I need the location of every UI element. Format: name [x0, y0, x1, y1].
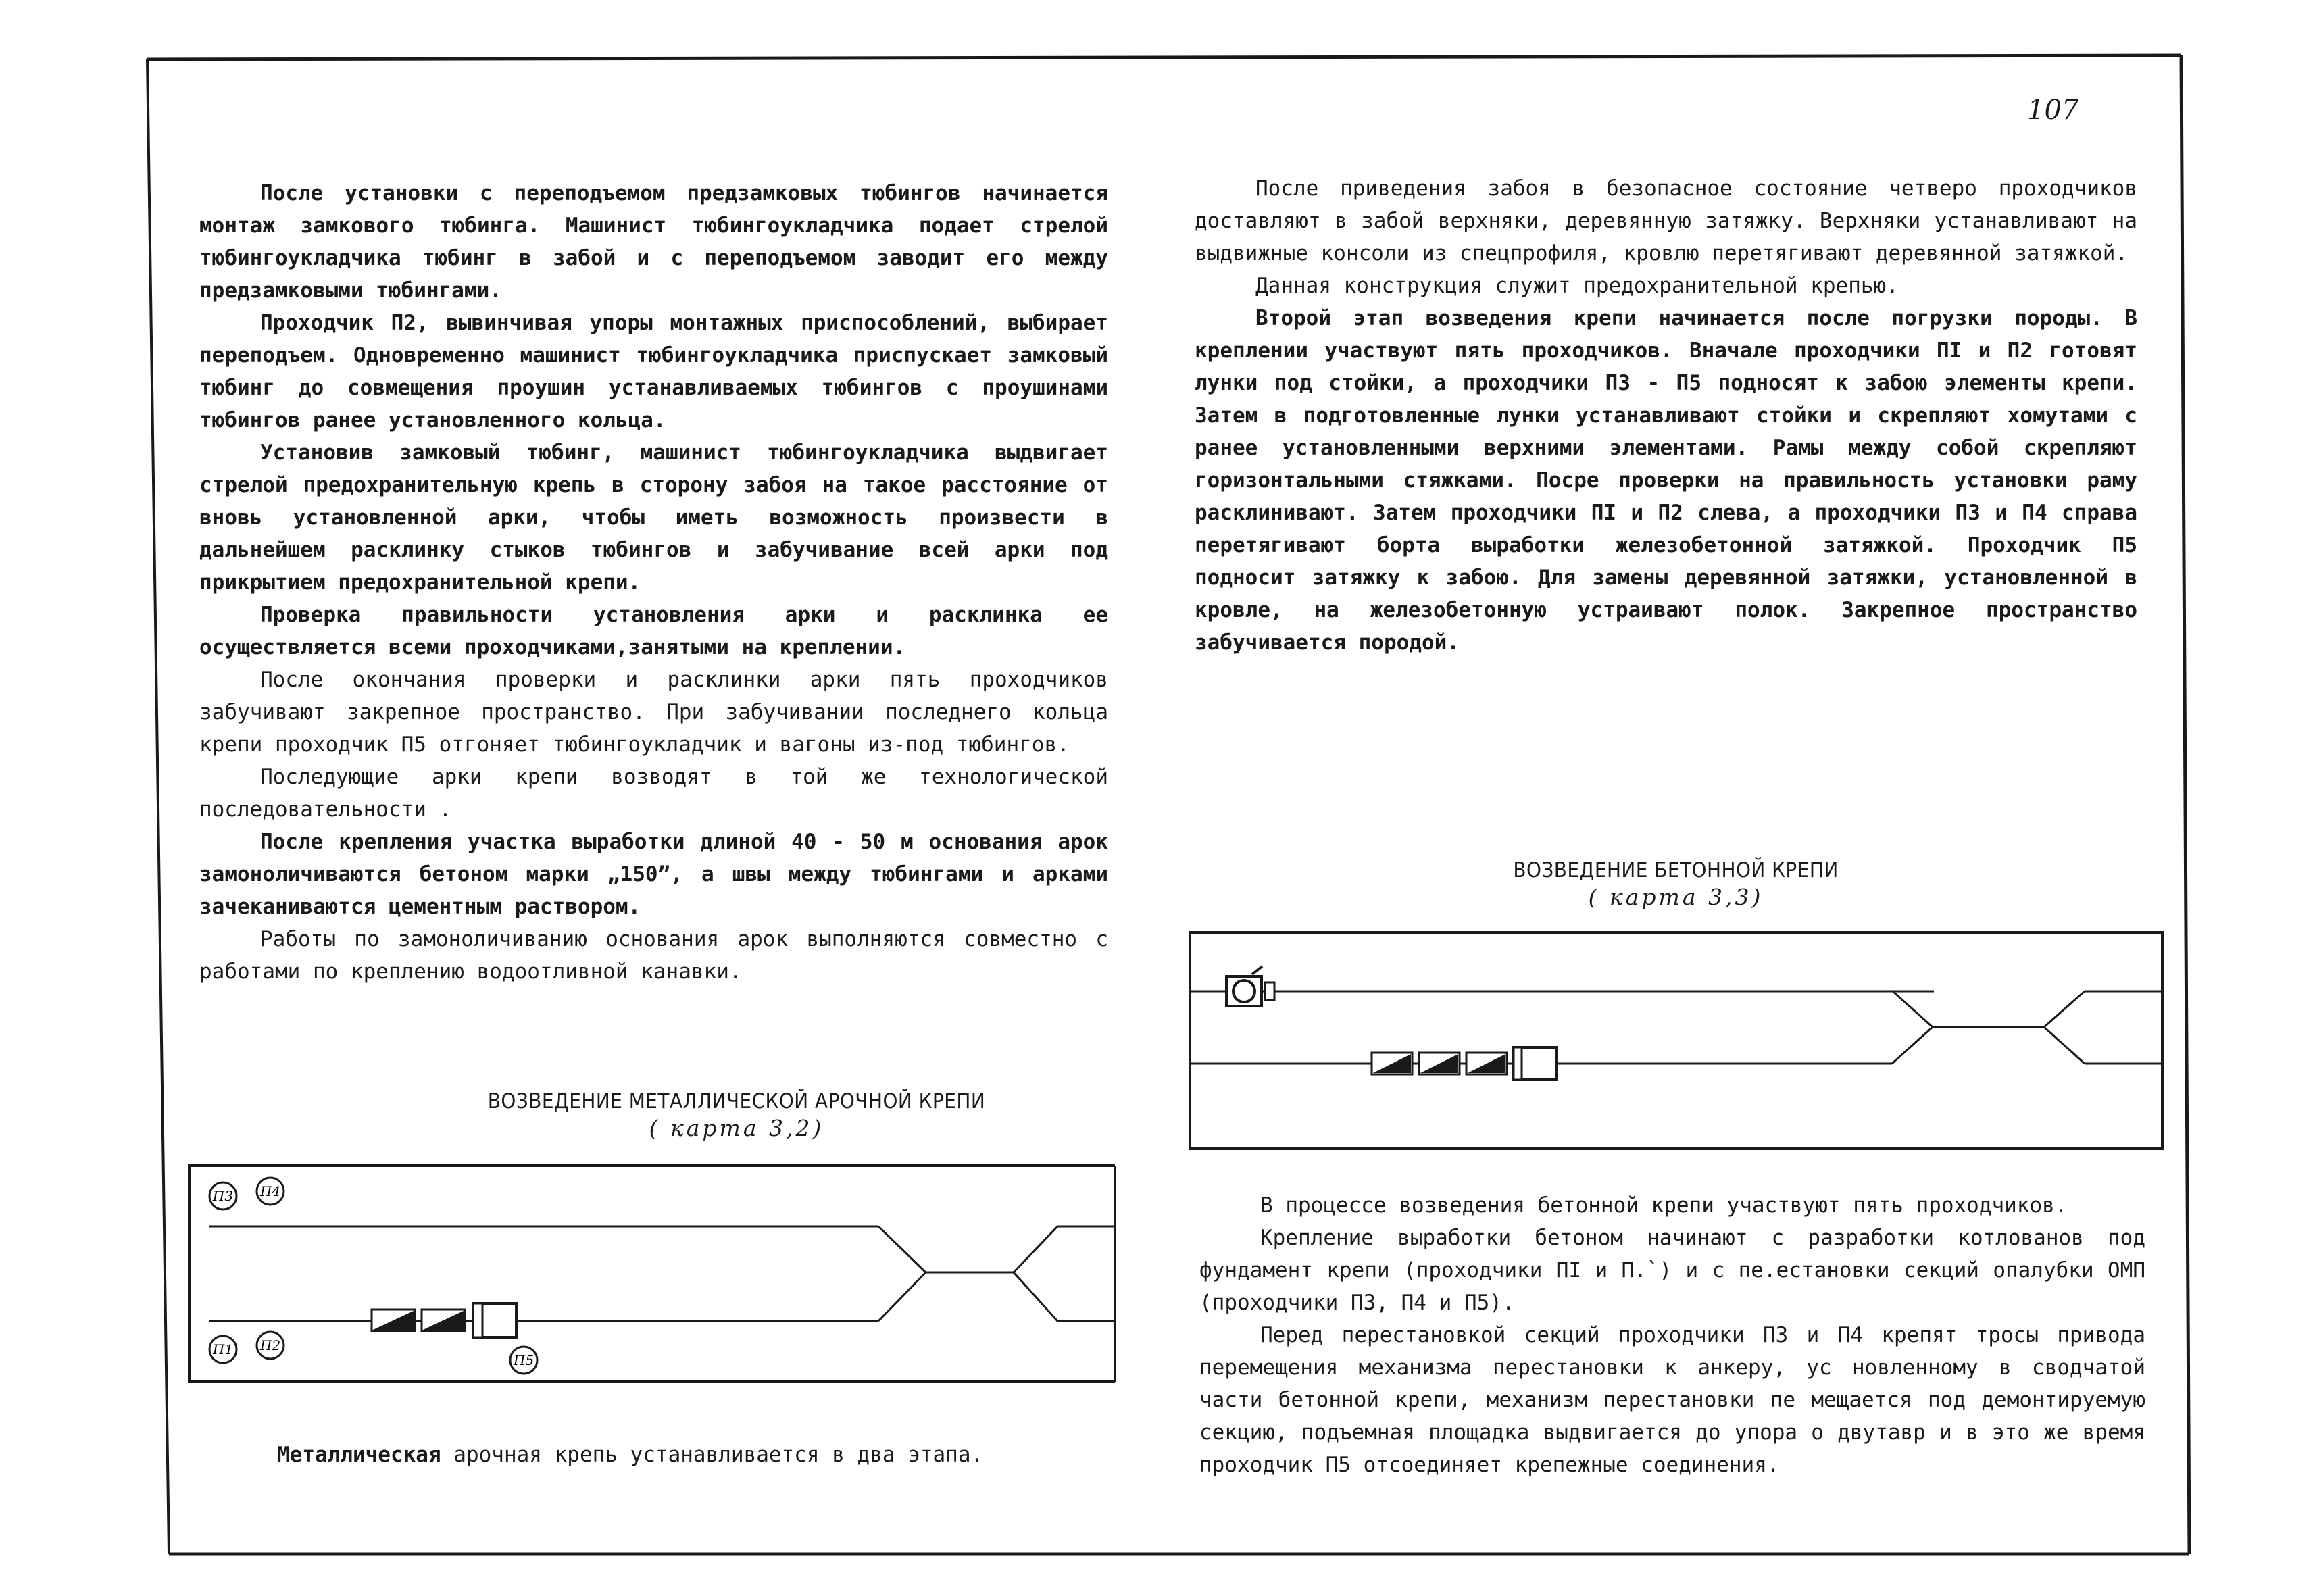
caption-rest: арочная крепь устанавливается в два этапа.: [441, 1443, 984, 1467]
paragraph: Проверка правильности установления арки и расклинка ее осуществляется всеми проходчиками,занятыми на креплении.: [199, 603, 1108, 659]
right-text-column: [1195, 172, 2137, 659]
tubing-wagon-icon: [422, 1310, 465, 1331]
svg-text:П1: П1: [212, 1341, 234, 1357]
formwork-section-icon: [1514, 1047, 1557, 1080]
paragraph: Последующие арки крепи возводят в той же технологической последовательности .: [199, 765, 1108, 822]
concrete-lining-diagram: [1189, 926, 2176, 1155]
concrete-lining-diagram-title: [1453, 857, 1899, 911]
formwork-wagon-icon: [1372, 1053, 1412, 1074]
tubing-wagon-icon: [372, 1310, 415, 1331]
paragraph: В процессе возведения бетонной крепи участвуют пять проходчиков.: [1260, 1193, 2068, 1218]
diagram-title: ВОЗВЕДЕНИЕ МЕТАЛЛИЧЕСКОЙ АРОЧНОЙ КРЕПИ: [487, 1089, 986, 1114]
left-text-column: [199, 177, 1108, 988]
worker-marker: [257, 1332, 284, 1359]
worker-marker: [209, 1336, 237, 1363]
formwork-wagon-icon: [1466, 1053, 1507, 1074]
formwork-wagon-icon: [1419, 1053, 1460, 1074]
svg-text:П5: П5: [513, 1352, 534, 1368]
paragraph: После крепления участка выработки длиной 40 - 50 м основания арок замоноличиваются бетоном марки „150”, а швы между тюбингами и арками зачеканиваются цементным раствором.: [199, 830, 1108, 919]
paragraph: Установив замковый тюбинг, машинист тюбингоукладчика выдвигает стрелой предохранительную крепь в сторону забоя на такое расстояние от вновь установленной арки, чтобы иметь возможность произвести в дальнейшем расклинку стыков тюбингов и забучивание всей арки под прикрытием предохранительной крепи.: [199, 441, 1108, 595]
concrete-pump-icon: [1226, 966, 1274, 1006]
paragraph: Перед перестановкой секций проходчики П3 и П4 крепят тросы привода перемещения механизма перестановки к анкеру, ус новленному в сводчатой части бетонной крепи, механизм перестановки пе мещается под демонтируемую секцию, подъемная площадка выдвигается до упора о двутавр и в это же время проходчик П5 отсоединяет крепежные соединения.: [1199, 1323, 2145, 1477]
left-caption: [277, 1443, 983, 1467]
diagram-subtitle: ( карта 3,3): [1588, 884, 1764, 910]
svg-text:П4: П4: [259, 1183, 281, 1199]
paragraph: После окончания проверки и расклинки арки пять проходчиков забучивают закрепное пространство. При забучивании последнего кольца крепи проходчик П5 отгоняет тюбингоукладчик и вагоны из-под тюбингов.: [199, 668, 1108, 757]
paragraph: Работы по замоноличиванию основания арок выполняются совместно с работами по креплению водоотливной канавки.: [199, 927, 1108, 984]
paragraph: Крепление выработки бетоном начинают с разработки котлованов под фундамент крепи (проходчики ПI и П.`) и с пе.естановки секций опалубки ОМП (проходчики П3, П4 и П5).: [1199, 1226, 2145, 1315]
caption-bold: Металлическая: [277, 1443, 441, 1467]
paragraph: Второй этап возведения крепи начинается после погрузки породы. В креплении участвуют пять проходчиков. Вначале проходчики ПI и П2 готовят лунки под стойки, а проходчики П3 - П5 подносят к забою элементы крепи. Затем в подготовленные лунки устанавливают стойки и скрепляют хомутами с ранее установленными верхними элементами. Рамы между собой скрепляют горизонтальными стяжками. Посре проверки на правильность установки раму расклинивают. Затем проходчики ПI и П2 слева, а проходчики П3 и П4 справа перетягивают борта выработки железобетонной затяжкой. Проходчик П5 подносит затяжку к забою. Для замены деревянной затяжки, установленной в кровле, на железобетонную устраивают полок. Закрепное пространство забучивается породой.: [1195, 306, 2137, 655]
tubing-erector-icon: [473, 1303, 516, 1337]
worker-marker: [257, 1178, 284, 1205]
paragraph: После установки с переподъемом предзамковых тюбингов начинается монтаж замкового тюбинга. Машинист тюбингоукладчика подает стрелой тюбингоукладчика тюбинг в забой и с переподъемом заводит его между предзамковыми тюбингами.: [199, 181, 1108, 303]
diagram-title: ВОЗВЕДЕНИЕ БЕТОННОЙ КРЕПИ: [1513, 858, 1839, 882]
arch-lining-diagram: [182, 1159, 1125, 1389]
worker-marker: [209, 1182, 237, 1210]
paragraph: Данная конструкция служит предохранительной крепью.: [1255, 274, 1899, 298]
svg-text:П2: П2: [259, 1337, 281, 1353]
page-number: 107: [2027, 95, 2079, 126]
worker-marker: [510, 1347, 537, 1374]
paragraph: После приведения забоя в безопасное состояние четверо проходчиков доставляют в забой верхняки, деревянную затяжку. Верхняки устанавливают на выдвижные консоли из спецпрофиля, кровлю перетягивают деревянной затяжкой.: [1195, 176, 2137, 266]
svg-text:П3: П3: [212, 1188, 234, 1204]
right-lower-text: [1199, 1189, 2145, 1481]
arch-lining-diagram-title: [466, 1088, 1007, 1142]
diagram-subtitle: ( карта 3,2): [649, 1115, 824, 1141]
paragraph: Проходчик П2, вывинчивая упоры монтажных приспособлений, выбирает переподъем. Одновременно машинист тюбингоукладчика приспускает замковый тюбинг до совмещения проушин устанавливаемых тюбингов с проушинами тюбингов ранее установленного кольца.: [199, 311, 1108, 432]
